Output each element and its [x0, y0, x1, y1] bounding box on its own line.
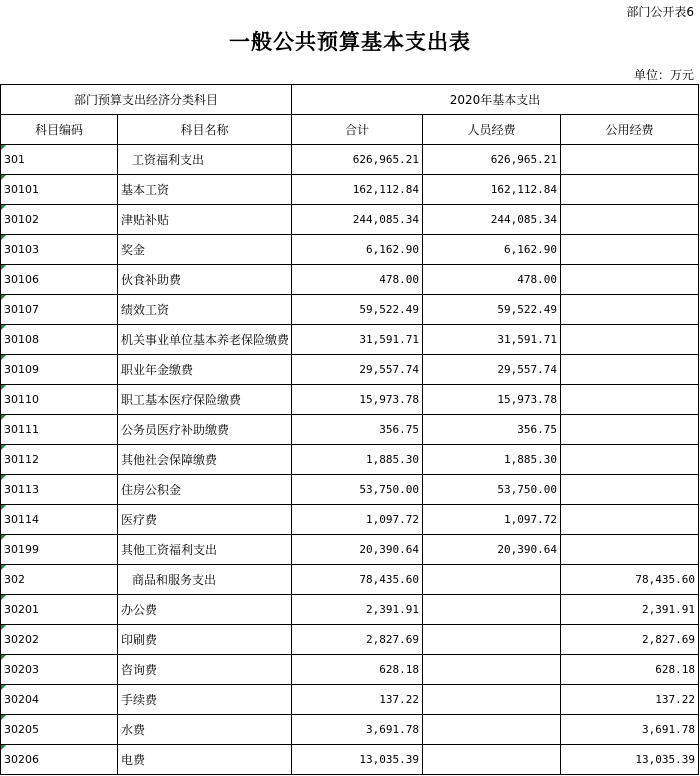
cell-total: 356.75 [292, 415, 423, 445]
header-personnel: 人员经费 [423, 115, 561, 145]
cell-total: 137.22 [292, 685, 423, 715]
cell-name: 职业年金缴费 [118, 355, 292, 385]
header-group-row [1, 85, 699, 115]
cell-code: 30111 [1, 415, 118, 445]
cell-name: 机关事业单位基本养老保险缴费 [118, 325, 292, 355]
table-row [1, 355, 699, 385]
cell-code: 302 [1, 565, 118, 595]
table-row [1, 535, 699, 565]
cell-total: 3,691.78 [292, 715, 423, 745]
table-row [1, 325, 699, 355]
cell-code: 30204 [1, 685, 118, 715]
cell-name: 绩效工资 [118, 295, 292, 325]
unit-label: 单位：万元 [633, 68, 694, 82]
table-row [1, 745, 699, 775]
cell-code: 30205 [1, 715, 118, 745]
cell-public [561, 535, 699, 565]
header-code: 科目编码 [1, 115, 118, 145]
cell-personnel: 162,112.84 [423, 175, 561, 205]
cell-code: 30201 [1, 595, 118, 625]
cell-code: 30107 [1, 295, 118, 325]
cell-code: 30199 [1, 535, 118, 565]
cell-public [561, 325, 699, 355]
cell-public [561, 295, 699, 325]
table-row [1, 235, 699, 265]
cell-name: 其他社会保障缴费 [118, 445, 292, 475]
cell-public: 13,035.39 [561, 745, 699, 775]
cell-total: 1,885.30 [292, 445, 423, 475]
cell-personnel [423, 565, 561, 595]
cell-total: 78,435.60 [292, 565, 423, 595]
cell-code: 301 [1, 145, 118, 175]
cell-name: 奖金 [118, 235, 292, 265]
cell-code: 30102 [1, 205, 118, 235]
cell-public [561, 175, 699, 205]
cell-code: 30206 [1, 745, 118, 775]
cell-personnel: 626,965.21 [423, 145, 561, 175]
cell-personnel: 53,750.00 [423, 475, 561, 505]
cell-name: 商品和服务支出 [118, 565, 292, 595]
header-column-row [1, 115, 699, 145]
table-row [1, 415, 699, 445]
header-public: 公用经费 [561, 115, 699, 145]
cell-name: 手续费 [118, 685, 292, 715]
cell-code: 30101 [1, 175, 118, 205]
budget-table [0, 84, 699, 775]
cell-total: 53,750.00 [292, 475, 423, 505]
cell-personnel: 20,390.64 [423, 535, 561, 565]
cell-total: 31,591.71 [292, 325, 423, 355]
table-row [1, 175, 699, 205]
cell-name: 伙食补助费 [118, 265, 292, 295]
cell-public: 3,691.78 [561, 715, 699, 745]
cell-code: 30113 [1, 475, 118, 505]
cell-code: 30103 [1, 235, 118, 265]
cell-name: 咨询费 [118, 655, 292, 685]
cell-public: 628.18 [561, 655, 699, 685]
cell-public [561, 235, 699, 265]
header-basic-expenditure: 2020年基本支出 [292, 85, 699, 115]
cell-personnel: 15,973.78 [423, 385, 561, 415]
cell-public [561, 505, 699, 535]
cell-personnel: 6,162.90 [423, 235, 561, 265]
cell-total: 20,390.64 [292, 535, 423, 565]
cell-name: 基本工资 [118, 175, 292, 205]
cell-public: 78,435.60 [561, 565, 699, 595]
cell-code: 30110 [1, 385, 118, 415]
table-row [1, 655, 699, 685]
cell-public: 137.22 [561, 685, 699, 715]
cell-total: 244,085.34 [292, 205, 423, 235]
cell-total: 15,973.78 [292, 385, 423, 415]
cell-name: 其他工资福利支出 [118, 535, 292, 565]
cell-code: 30109 [1, 355, 118, 385]
cell-public [561, 355, 699, 385]
header-total: 合计 [292, 115, 423, 145]
cell-name: 津贴补贴 [118, 205, 292, 235]
cell-personnel [423, 745, 561, 775]
cell-personnel: 29,557.74 [423, 355, 561, 385]
cell-personnel: 356.75 [423, 415, 561, 445]
cell-public: 2,827.69 [561, 625, 699, 655]
cell-personnel [423, 715, 561, 745]
cell-total: 2,827.69 [292, 625, 423, 655]
cell-public [561, 205, 699, 235]
cell-total: 162,112.84 [292, 175, 423, 205]
cell-code: 30112 [1, 445, 118, 475]
header-classification: 部门预算支出经济分类科目 [1, 85, 292, 115]
cell-personnel: 1,885.30 [423, 445, 561, 475]
table-row [1, 295, 699, 325]
table-row [1, 265, 699, 295]
cell-total: 478.00 [292, 265, 423, 295]
cell-personnel [423, 655, 561, 685]
cell-personnel: 31,591.71 [423, 325, 561, 355]
cell-code: 30202 [1, 625, 118, 655]
table-row [1, 595, 699, 625]
cell-personnel: 1,097.72 [423, 505, 561, 535]
header-name: 科目名称 [118, 115, 292, 145]
table-row [1, 475, 699, 505]
table-row [1, 505, 699, 535]
table-row [1, 565, 699, 595]
table-row [1, 625, 699, 655]
cell-total: 13,035.39 [292, 745, 423, 775]
table-row [1, 685, 699, 715]
cell-total: 59,522.49 [292, 295, 423, 325]
cell-public [561, 475, 699, 505]
cell-personnel: 478.00 [423, 265, 561, 295]
cell-public: 2,391.91 [561, 595, 699, 625]
cell-name: 水费 [118, 715, 292, 745]
cell-personnel [423, 685, 561, 715]
cell-public [561, 265, 699, 295]
cell-personnel [423, 595, 561, 625]
cell-total: 6,162.90 [292, 235, 423, 265]
cell-code: 30203 [1, 655, 118, 685]
cell-total: 2,391.91 [292, 595, 423, 625]
table-row [1, 445, 699, 475]
table-number-label: 部门公开表6 [626, 5, 694, 19]
cell-personnel: 59,522.49 [423, 295, 561, 325]
table-row [1, 205, 699, 235]
cell-name: 住房公积金 [118, 475, 292, 505]
page-title: 一般公共预算基本支出表 [229, 29, 471, 54]
cell-code: 30108 [1, 325, 118, 355]
cell-name: 职工基本医疗保险缴费 [118, 385, 292, 415]
cell-public [561, 385, 699, 415]
cell-name: 公务员医疗补助缴费 [118, 415, 292, 445]
cell-public [561, 415, 699, 445]
cell-name: 办公费 [118, 595, 292, 625]
cell-code: 30114 [1, 505, 118, 535]
cell-total: 29,557.74 [292, 355, 423, 385]
table-row [1, 385, 699, 415]
cell-personnel: 244,085.34 [423, 205, 561, 235]
cell-name: 医疗费 [118, 505, 292, 535]
cell-code: 30106 [1, 265, 118, 295]
cell-total: 1,097.72 [292, 505, 423, 535]
table-row [1, 145, 699, 175]
cell-public [561, 445, 699, 475]
cell-name: 印刷费 [118, 625, 292, 655]
cell-name: 工资福利支出 [118, 145, 292, 175]
cell-total: 626,965.21 [292, 145, 423, 175]
cell-name: 电费 [118, 745, 292, 775]
table-row [1, 715, 699, 745]
cell-public [561, 145, 699, 175]
cell-total: 628.18 [292, 655, 423, 685]
cell-personnel [423, 625, 561, 655]
